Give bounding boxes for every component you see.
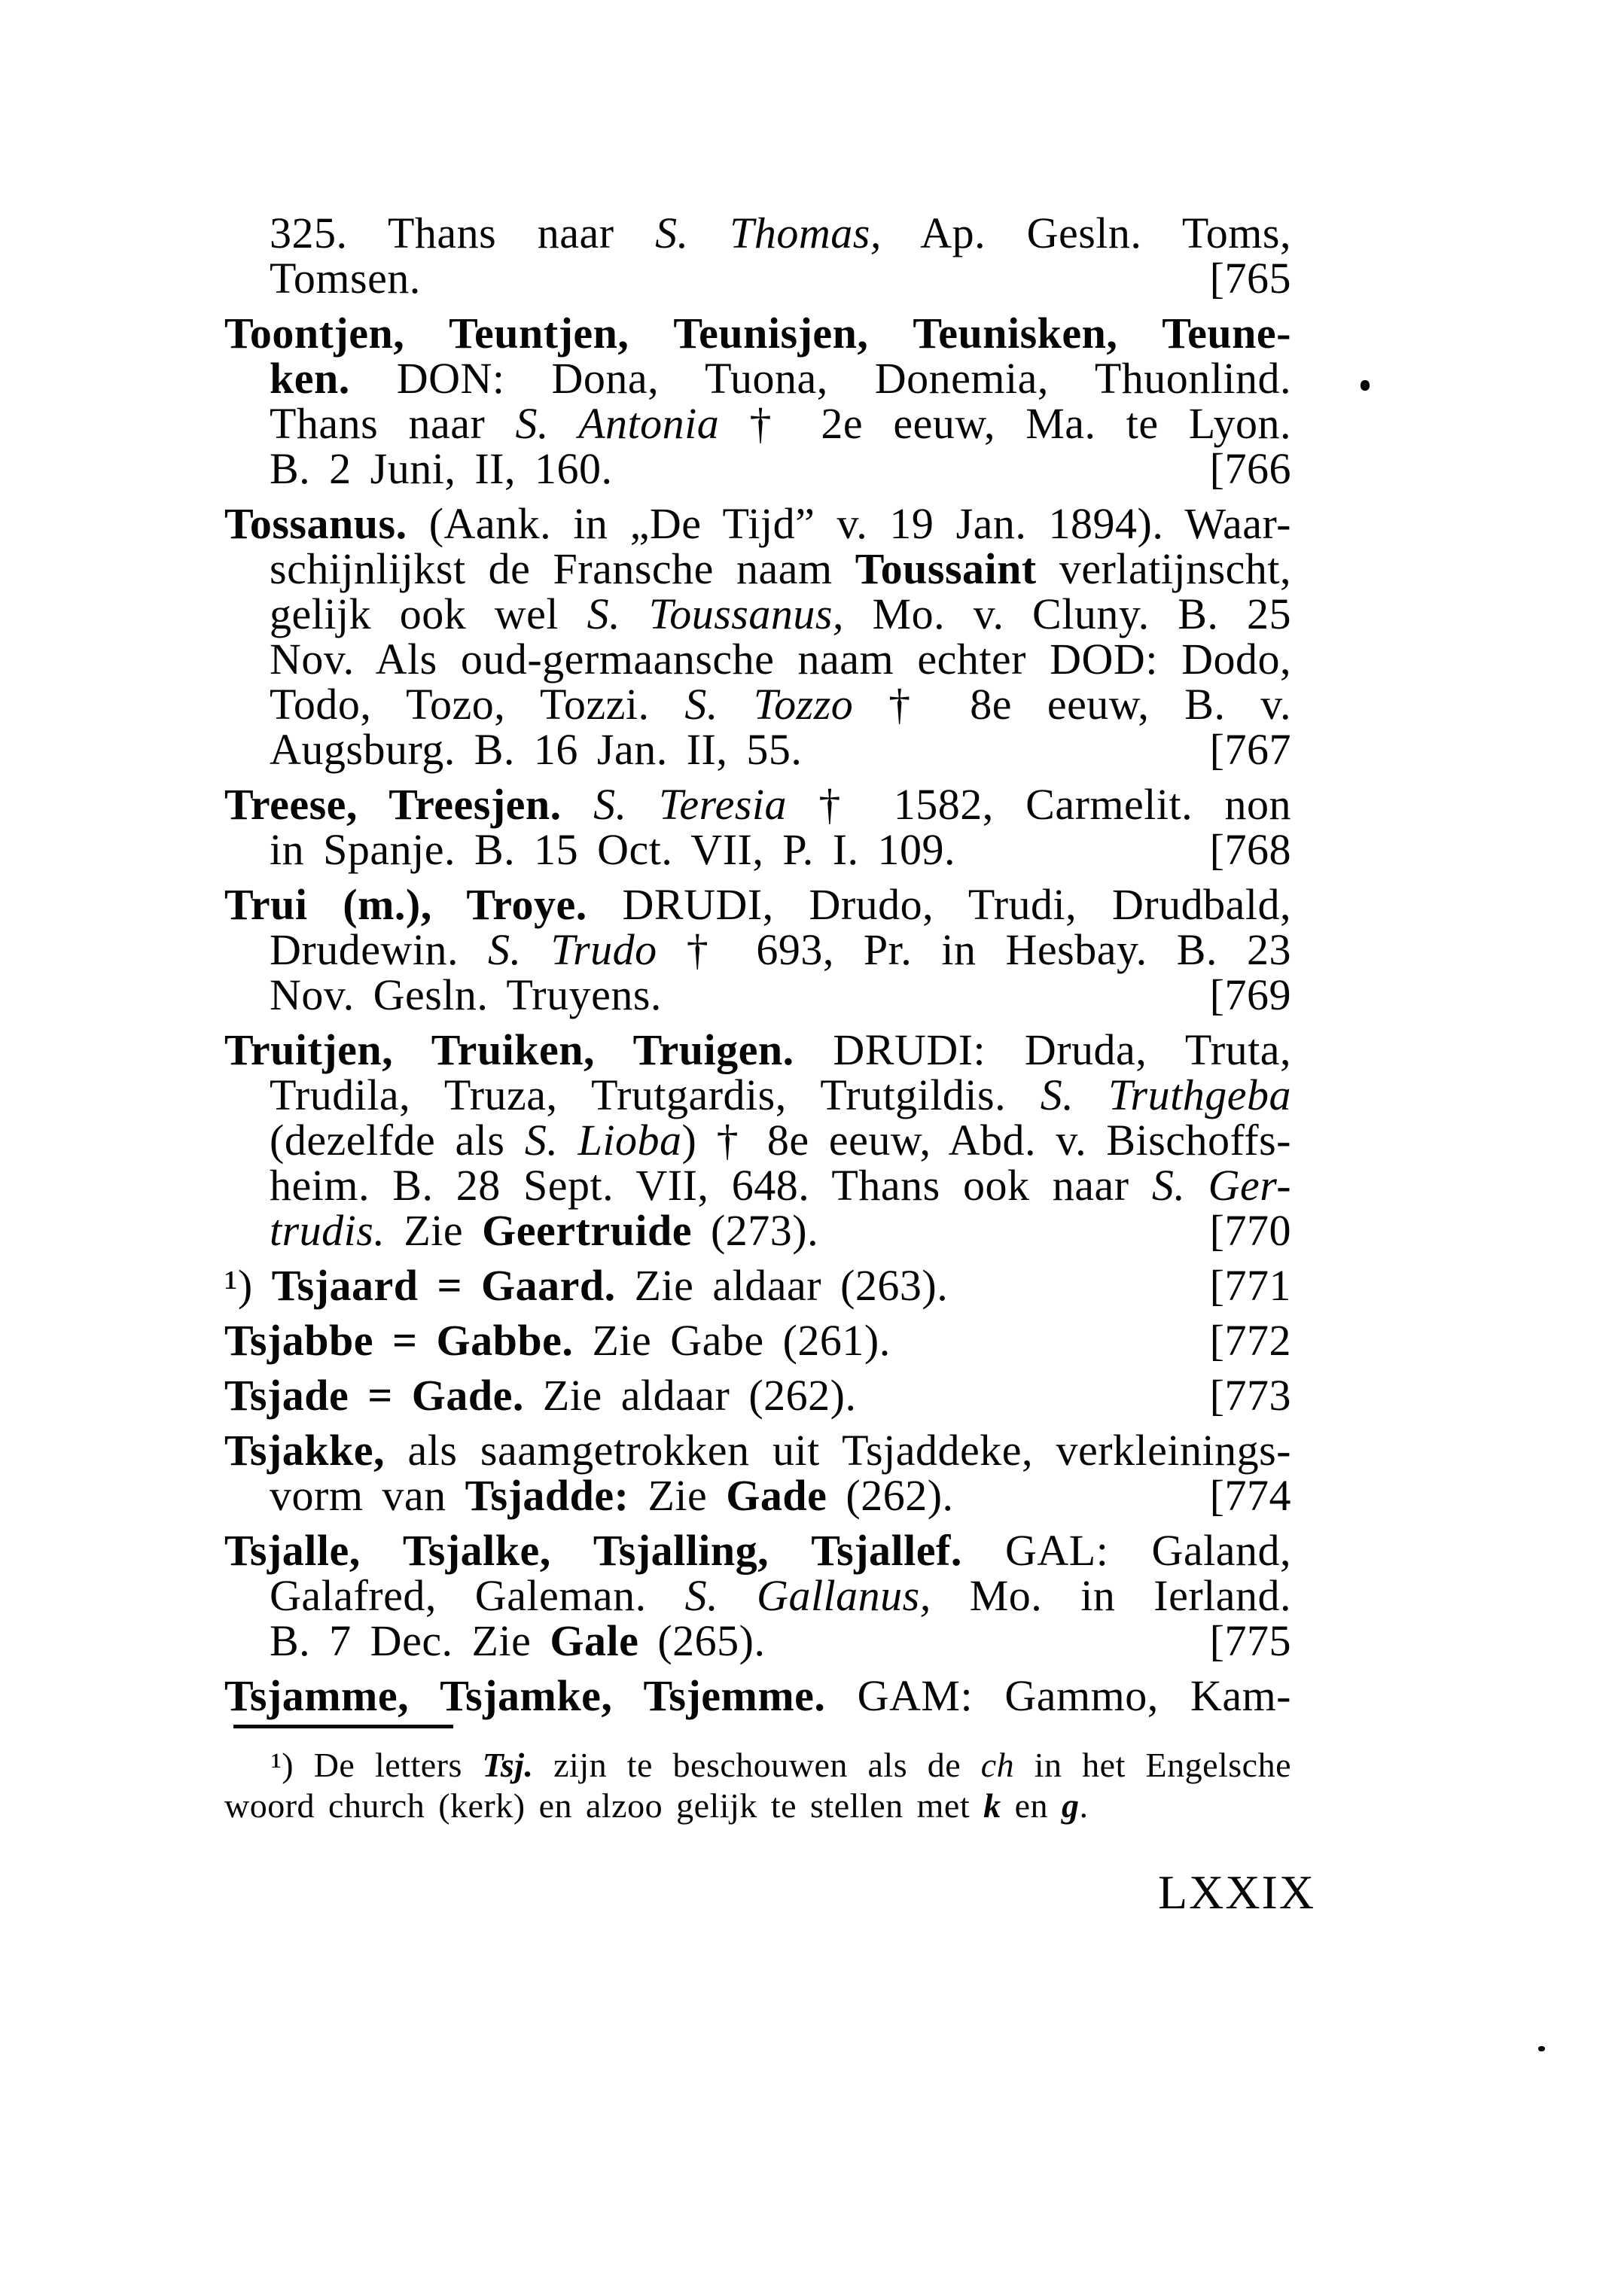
line-text [270, 970, 662, 1019]
text-segment: S. Teresia [593, 780, 788, 829]
line-text [270, 925, 1291, 974]
footnote-line [224, 1786, 1291, 1826]
text-segment: B. 2 Juni, II, 160. [270, 444, 613, 493]
text-segment [562, 780, 593, 829]
line-text [224, 1318, 891, 1363]
entry-line [224, 637, 1291, 682]
text-segment: Zie Gabe (261). [573, 1316, 891, 1365]
column-number-ref: [769 [1209, 970, 1291, 1019]
entry-line [224, 970, 1291, 1019]
text-segment: ) † 8e eeuw, Abd. v. Bischoffs- [681, 1116, 1291, 1165]
line-text [224, 1025, 1291, 1074]
text-segment: (273). [691, 1206, 819, 1255]
text-segment: Gade [726, 1471, 827, 1520]
text-segment: Toontjen, Teuntjen, Teunisjen, Teunisken, Teune- [224, 309, 1291, 358]
entry-776 [224, 1673, 1291, 1719]
text-segment: Tomsen. [270, 254, 421, 303]
entry-line [224, 1070, 1291, 1119]
text-segment: Todo, Tozo, Tozzi. [270, 680, 685, 729]
entry-770 [224, 1025, 1292, 1255]
line-text [224, 499, 1291, 548]
entry-765 [224, 211, 1291, 301]
text-segment: S. Gallanus, [684, 1571, 931, 1620]
line-text [224, 1671, 1291, 1720]
text-segment: Tossanus. [224, 499, 407, 548]
entry-line [224, 1673, 1291, 1719]
entry-line [224, 1263, 1291, 1308]
entry-line [224, 211, 1291, 256]
column-number-ref: [774 [1209, 1471, 1291, 1520]
entry-line [224, 446, 1291, 492]
line-text [270, 544, 1291, 593]
entry-line [224, 401, 1291, 446]
text-segment: Zie [385, 1206, 483, 1255]
line-text [224, 1373, 857, 1418]
text-segment: en [1001, 1786, 1062, 1825]
entry-line [224, 311, 1291, 356]
text-segment: Drudewin. [270, 925, 488, 974]
text-segment: zijn te beschouwen als de [533, 1746, 981, 1784]
line-text [270, 1473, 954, 1518]
entry-line [224, 1373, 1291, 1418]
text-segment: Zie aldaar (263). [615, 1261, 949, 1310]
footnote-line [224, 1745, 1291, 1786]
entry-774 [224, 1428, 1291, 1518]
text-segment: S. Ger- [1151, 1161, 1292, 1210]
text-segment: † 2e eeuw, Ma. te Lyon. [719, 399, 1292, 448]
entry-line [224, 1428, 1291, 1473]
text-segment: in Spanje. B. 15 Oct. VII, P. I. 109. [270, 825, 956, 874]
text-segment: S. Tozzo [684, 680, 854, 729]
text-segment: S. Thomas, [655, 209, 882, 257]
text-segment: ¹) [224, 1261, 272, 1310]
entry-768 [224, 782, 1291, 872]
text-segment: Tsjabbe = Gabbe. [224, 1316, 574, 1365]
page-number: LXXIX [1158, 1865, 1316, 1919]
text-segment: heim. B. 28 Sept. VII, 648. Thans ook naar [270, 1161, 1152, 1210]
line-text [270, 680, 1291, 729]
text-segment: Geertruide [482, 1206, 692, 1255]
entry-line [224, 1025, 1291, 1074]
line-text [270, 446, 613, 492]
text-segment: S. Lioba [524, 1116, 682, 1165]
entry-line [224, 782, 1291, 827]
entry-771 [224, 1263, 1291, 1308]
text-segment: Thans naar [270, 399, 516, 448]
text-segment: Tsjade = Gade. [224, 1371, 524, 1420]
line-text [270, 1161, 1291, 1210]
column-number-ref: [765 [1209, 254, 1291, 303]
text-segment: Trudila, Truza, Trutgardis, Trutgildis. [270, 1070, 1041, 1119]
text-segment: (265). [638, 1616, 766, 1665]
line-text [270, 727, 802, 772]
text-segment: Tsjaard = Gaard. [271, 1261, 616, 1310]
entry-line [224, 1528, 1291, 1573]
text-segment: Trui (m.), Troye. [224, 880, 587, 929]
line-text [270, 1208, 818, 1253]
line-text [270, 354, 1291, 403]
footnote-rule [233, 1725, 453, 1728]
text-segment: † 693, Pr. in Hesbay. B. 23 [657, 925, 1291, 974]
column-number-ref: [773 [1209, 1371, 1291, 1420]
entry-line [224, 827, 1291, 872]
footnote [224, 1745, 1291, 1826]
text-segment: g [1062, 1786, 1080, 1825]
text-segment: schijnlijkst de Fransche naam [270, 544, 855, 593]
text-segment: Truitjen, Truiken, Truigen. [224, 1025, 794, 1074]
line-text [224, 309, 1291, 358]
entry-775 [224, 1528, 1291, 1664]
text-segment: Ap. Gesln. Toms, [881, 209, 1291, 257]
entry-769 [224, 882, 1291, 1018]
text-segment: Tsjamme, Tsjamke, Tsjemme. [224, 1671, 826, 1720]
column-number-ref: [768 [1209, 825, 1291, 874]
text-segment: ¹) De letters [271, 1746, 483, 1784]
line-text [224, 880, 1291, 929]
entry-line [224, 727, 1291, 772]
text-block [224, 211, 1291, 1826]
text-segment: Gale [550, 1616, 639, 1665]
entry-line [224, 356, 1291, 401]
text-segment: Toussaint [855, 544, 1037, 593]
entry-line [224, 1618, 1291, 1664]
entry-line [224, 682, 1291, 727]
text-segment: Tsjakke, [224, 1426, 385, 1475]
text-segment: verlatijnscht, [1036, 544, 1292, 593]
entry-line [224, 927, 1291, 973]
text-segment: ch [980, 1746, 1015, 1784]
text-segment: Tsjalle, Tsjalke, Tsjalling, Tsjallef. [224, 1526, 962, 1575]
column-number-ref: [775 [1209, 1616, 1291, 1665]
text-segment: S. Toussanus, [587, 589, 844, 638]
text-segment: Mo. in Ierland. [931, 1571, 1292, 1620]
entry-line [224, 882, 1291, 927]
text-segment: . [1079, 1786, 1089, 1825]
text-segment: 325. Thans naar [270, 209, 656, 257]
text-segment: B. 7 Dec. Zie [270, 1616, 550, 1665]
line-text [270, 1571, 1291, 1620]
entry-line [224, 1163, 1291, 1208]
text-segment: Galafred, Galeman. [270, 1571, 685, 1620]
text-segment: DRUDI, Drudo, Trudi, Drudbald, [587, 880, 1291, 929]
column-number-ref: [766 [1209, 444, 1291, 493]
text-segment: Nov. Gesln. Truyens. [270, 970, 662, 1019]
entry-line [224, 256, 1291, 301]
text-segment: S. Truthgeba [1040, 1070, 1291, 1119]
line-text [224, 1526, 1291, 1575]
entry-772 [224, 1318, 1291, 1363]
entry-line [224, 1473, 1291, 1518]
line-text [270, 1116, 1291, 1165]
entry-line [224, 589, 1291, 638]
column-number-ref: [771 [1209, 1261, 1291, 1310]
text-segment: als saamgetrokken uit Tsjaddeke, verkleinings- [385, 1426, 1291, 1475]
line-text [270, 1070, 1291, 1119]
entry-line [224, 1118, 1291, 1163]
entry-line [224, 1318, 1291, 1363]
text-segment: Tsj. [482, 1746, 534, 1784]
text-segment: trudis. [270, 1206, 385, 1255]
text-segment: ken. [270, 354, 350, 403]
text-segment: Mo. v. Cluny. B. 25 [843, 589, 1291, 638]
line-text [224, 1786, 1089, 1825]
entry-line [224, 1208, 1291, 1253]
line-text [224, 1426, 1291, 1475]
line-text [270, 256, 421, 301]
text-segment: † 1582, Carmelit. non [787, 780, 1291, 829]
line-text [270, 1618, 765, 1664]
text-segment: (Aank. in „De Tijd” v. 19 Jan. 1894). Waar- [407, 499, 1291, 548]
ink-speck-1 [1361, 380, 1370, 391]
text-segment: DON: Dona, Tuona, Donemia, Thuonlind. [349, 354, 1291, 403]
text-segment: Treese, Treesjen. [224, 780, 562, 829]
text-segment: k [983, 1786, 1001, 1825]
text-segment: Zie [629, 1471, 727, 1520]
line-text [270, 827, 955, 872]
text-segment: GAL: Galand, [961, 1526, 1291, 1575]
text-segment: in het Engelsche [1014, 1746, 1292, 1784]
column-number-ref: [770 [1209, 1206, 1291, 1255]
entry-line [224, 1573, 1291, 1618]
entry-line [224, 501, 1291, 547]
entry-773 [224, 1373, 1291, 1418]
text-segment: DRUDI: Druda, Truta, [794, 1025, 1291, 1074]
text-segment: Nov. Als oud-germaansche naam echter DOD: Dodo, [270, 635, 1291, 684]
text-segment: (dezelfde als [270, 1116, 525, 1165]
line-text [271, 1746, 1291, 1784]
line-text [270, 635, 1291, 684]
text-segment: Tsjadde: [465, 1471, 629, 1520]
text-segment: woord church (kerk) en alzoo gelijk te stellen met [224, 1786, 984, 1825]
ink-speck-2 [1538, 2046, 1545, 2051]
text-segment: (262). [827, 1471, 954, 1520]
text-segment: S. Trudo [488, 925, 657, 974]
line-text [270, 399, 1291, 448]
text-segment: vorm van [270, 1471, 465, 1520]
column-number-ref: [772 [1209, 1316, 1291, 1365]
line-text [270, 589, 1291, 638]
text-segment: Augsburg. B. 16 Jan. II, 55. [270, 725, 803, 774]
entry-line [224, 544, 1292, 593]
text-segment: GAM: Gammo, Kam- [825, 1671, 1291, 1720]
text-segment: † 8e eeuw, B. v. [853, 680, 1291, 729]
text-segment: Zie aldaar (262). [523, 1371, 857, 1420]
text-segment: S. Antonia [515, 399, 720, 448]
entry-766 [224, 311, 1291, 492]
line-text [224, 780, 1291, 829]
text-segment: gelijk ook wel [270, 589, 587, 638]
column-number-ref: [767 [1209, 725, 1291, 774]
entry-767 [224, 501, 1291, 772]
line-text [270, 209, 1291, 257]
line-text [224, 1263, 948, 1308]
